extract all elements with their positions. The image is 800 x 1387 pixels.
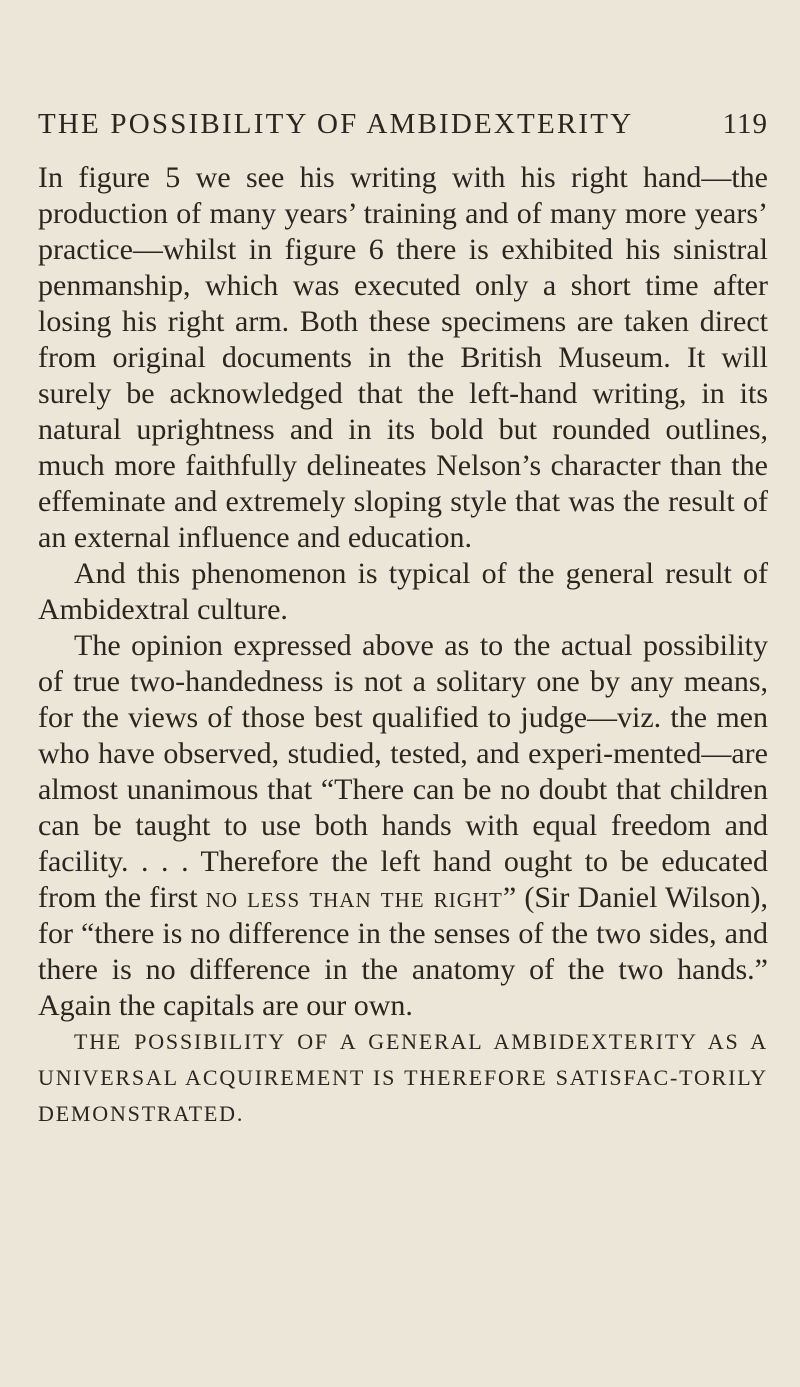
paragraph-conclusion: THE POSSIBILITY OF A GENERAL AMBIDEXTERITY AS A UNIVERSAL ACQUIREMENT IS THEREFORE SATISFAC-TORILY DEMONSTRATED. — [38, 1029, 768, 1126]
body-text — [38, 160, 768, 1132]
running-head-title: THE POSSIBILITY OF AMBIDEXTERITY — [38, 108, 634, 140]
paragraph-nelson-handwriting: In figure 5 we see his writing with his right hand—the production of many years’ training and of many more years’ practice—whilst in figure 6 there is exhibited his sinistral penmanship, which was executed only a short time after losing his right arm. Both these specimens are taken direct from original documents in the British Museum. It will surely be acknowledged that the left-hand writing, in its natural uprightness and in its bold but rounded outlines, much more faithfully delineates Nelson’s character than the effeminate and extremely sloping style that was the result of an external influence and education. — [38, 161, 768, 554]
paragraph-opinion-part-a: The opinion expressed above as to the actual possibility of true two-handedness is not a solitary one by any means, for the views of those best qualified to judge—viz. the men who have observed, studied, tested, and experi-mented—are almost unanimous that “There can be no doubt that children can be taught to use both hands with equal freedom and facility. . . . Therefore the left hand ought to be educated from the first — [38, 629, 768, 914]
paragraph-opinion-part-b: ” (Sir Daniel Wilson), for “there is no difference in the senses of the two sides, and there is no difference in the anatomy of the two hands.” Again the capitals are our own. — [38, 881, 768, 1022]
paragraph-opinion — [38, 628, 768, 1024]
emphasis-small-caps: no less than the right — [205, 881, 503, 914]
page-number: 119 — [722, 108, 768, 140]
running-head — [38, 100, 768, 148]
paragraph-phenomenon: And this phenomenon is typical of the general result of Ambidextral culture. — [38, 557, 768, 626]
